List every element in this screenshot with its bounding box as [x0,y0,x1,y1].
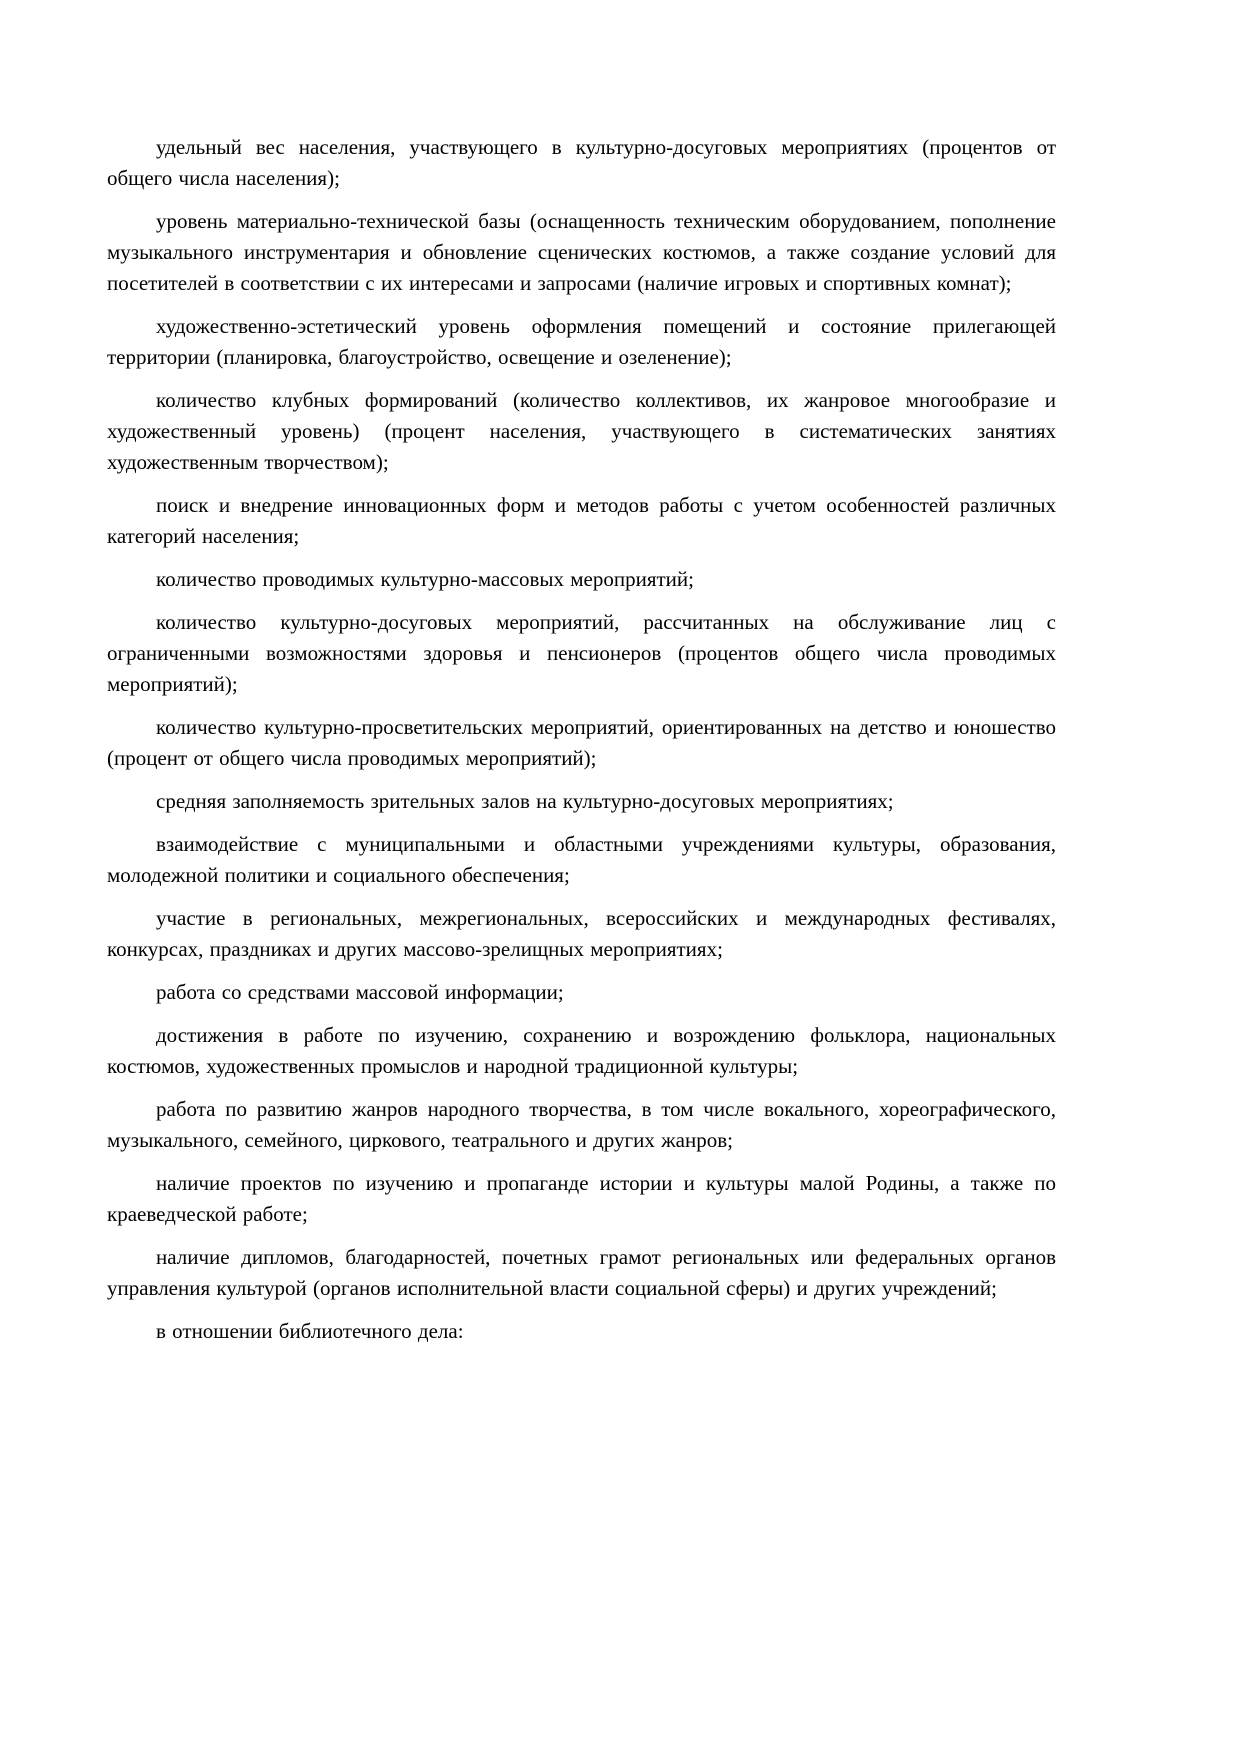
paragraph-mass-events-count: количество проводимых культурно-массовых мероприятий; [156,567,694,591]
paragraph-diplomas-certificates: наличие дипломов, благодарностей, почетных грамот региональных или федеральных органов управления культурой (органов исполнительной власти социальной сферы) и других учреждений; [107,1245,1056,1300]
paragraph-festival-participation: участие в региональных, межрегиональных, всероссийских и международных фестивалях, конкурсах, праздниках и других массово-зрелищных мероприятиях; [107,906,1056,961]
paragraph-club-formations: количество клубных формирований (количество коллективов, их жанровое многообразие и художественный уровень) (процент населения, участвующего в систематических занятиях художественным творчеством); [107,388,1056,474]
paragraph-hall-occupancy: средняя заполняемость зрительных залов на культурно-досуговых мероприятиях; [156,789,894,813]
paragraph-folk-art-genres: работа по развитию жанров народного творчества, в том числе вокального, хореографического, музыкального, семейного, циркового, театрального и других жанров; [107,1097,1056,1152]
paragraph-material-technical-base: уровень материально-технической базы (оснащенность техническим оборудованием, пополнение музыкального инструментария и обновление сценических костюмов, а также создание условий для посетителей в соответствии с их интересами и запросами (наличие игровых и спортивных комнат); [107,209,1056,295]
paragraph-library-section-heading: в отношении библиотечного дела: [156,1319,464,1343]
paragraph-events-disabled-pensioners: количество культурно-досуговых мероприятий, рассчитанных на обслуживание лиц с ограниченными возможностями здоровья и пенсионеров (процентов общего числа проводимых мероприятий); [107,610,1056,696]
paragraph-folklore-achievements: достижения в работе по изучению, сохранению и возрождению фольклора, национальных костюмов, художественных промыслов и народной традиционной культуры; [107,1023,1056,1078]
paragraph-mass-media-work: работа со средствами массовой информации; [156,980,564,1004]
paragraph-educational-events-youth: количество культурно-просветительских мероприятий, ориентированных на детство и юношество (процент от общего числа проводимых мероприятий); [107,715,1056,770]
paragraph-innovative-forms: поиск и внедрение инновационных форм и методов работы с учетом особенностей различных категорий населения; [107,493,1056,548]
paragraph-local-history-projects: наличие проектов по изучению и пропаганде истории и культуры малой Родины, а также по краеведческой работе; [107,1171,1056,1226]
paragraph-population-share: удельный вес населения, участвующего в культурно-досуговых мероприятиях (процентов от общего числа населения); [107,135,1056,190]
document-body [107,132,1056,1347]
paragraph-cooperation-institutions: взаимодействие с муниципальными и областными учреждениями культуры, образования, молодежной политики и социального обеспечения; [107,832,1056,887]
paragraph-aesthetic-level: художественно-эстетический уровень оформления помещений и состояние прилегающей территории (планировка, благоустройство, освещение и озеленение); [107,314,1056,369]
